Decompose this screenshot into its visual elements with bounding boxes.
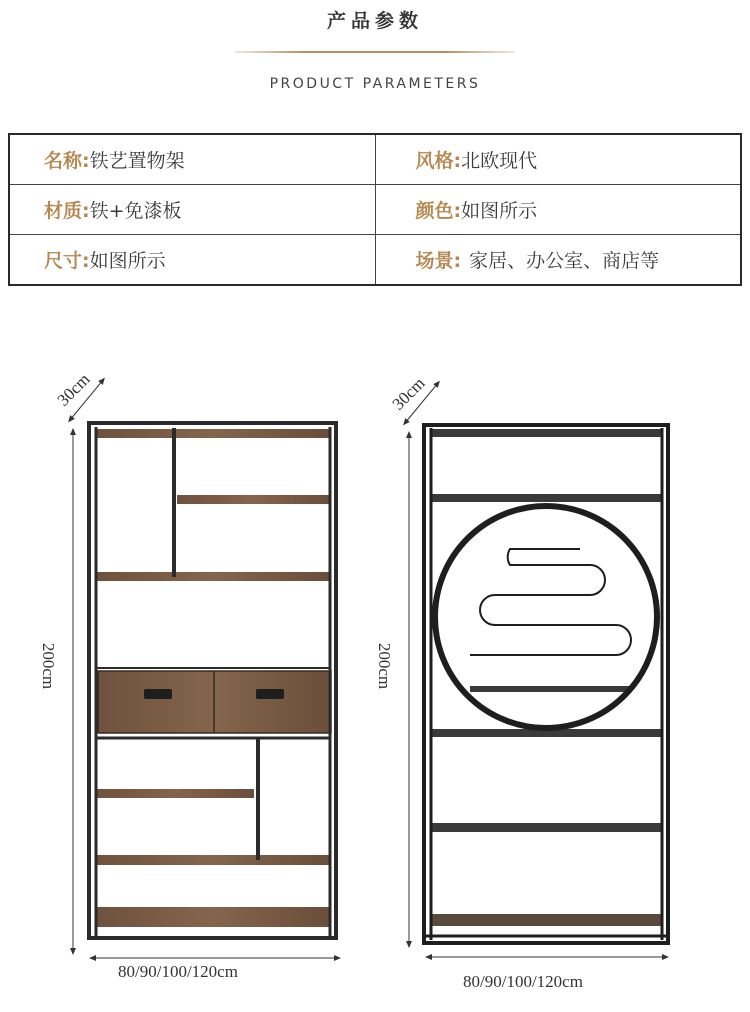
right-depth-label: 30cm [388, 373, 429, 414]
param-key: 场景: [415, 250, 462, 272]
param-value: 如图所示 [461, 200, 538, 222]
left-drawers [98, 671, 331, 733]
param-key: 尺寸: [44, 250, 90, 272]
param-value: 铁+免漆板 [89, 200, 182, 222]
right-width-label: 80/90/100/120cm [463, 972, 583, 991]
param-key: 名称: [44, 150, 90, 172]
param-key: 颜色: [415, 200, 462, 222]
page-subtitle: PRODUCT PARAMETERS [269, 76, 481, 92]
left-depth-label: 30cm [53, 369, 94, 410]
param-key: 风格: [415, 150, 462, 172]
left-width-label: 80/90/100/120cm [118, 962, 238, 981]
param-value: 北欧现代 [461, 150, 538, 172]
page-title: 产品参数 [326, 10, 423, 32]
right-shelf [405, 383, 668, 957]
param-value: 家居、办公室、商店等 [469, 250, 660, 272]
right-frame [424, 425, 668, 943]
param-key: 材质: [44, 200, 90, 222]
param-value: 铁艺置物架 [89, 150, 185, 172]
left-shelf [70, 380, 338, 958]
right-height-label: 200cm [375, 642, 395, 690]
left-height-label: 200cm [39, 642, 59, 690]
param-value: 如图所示 [89, 250, 166, 272]
